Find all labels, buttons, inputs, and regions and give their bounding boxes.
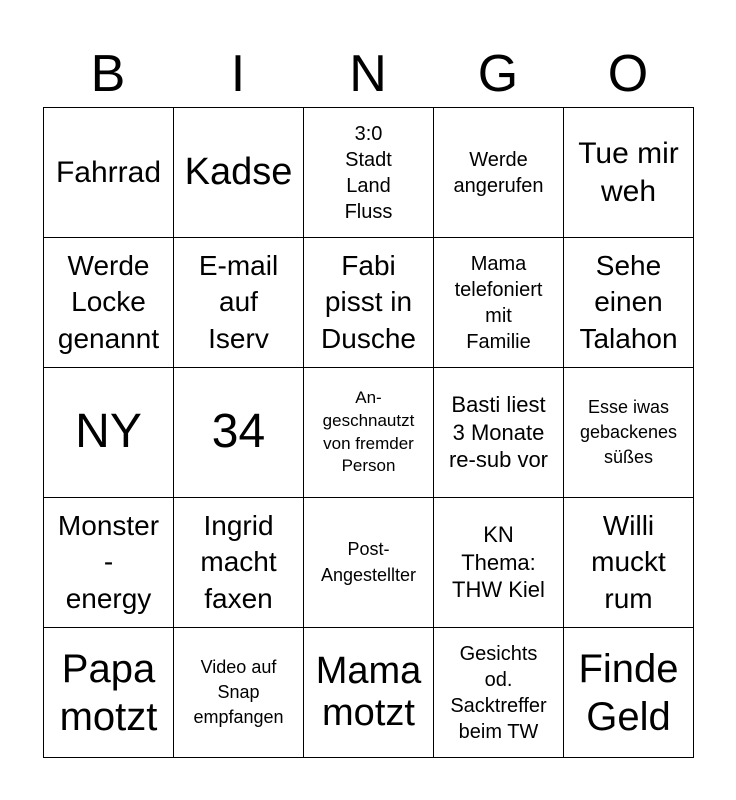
bingo-cell[interactable]: Mama motzt	[304, 628, 434, 758]
bingo-cell[interactable]: Tue mir weh	[564, 108, 694, 238]
bingo-header	[43, 40, 693, 108]
bingo-cell[interactable]: An- geschnautzt von fremder Person	[304, 368, 434, 498]
header-letter-b: B	[90, 45, 126, 103]
bingo-cell[interactable]: Monster - energy	[44, 498, 174, 628]
bingo-cell[interactable]: Kadse	[174, 108, 304, 238]
bingo-cell[interactable]: Post- Angestellter	[304, 498, 434, 628]
bingo-cell[interactable]: E-mail auf Iserv	[174, 238, 304, 368]
bingo-cell[interactable]: Finde Geld	[564, 628, 694, 758]
header-letter-g: G	[477, 45, 519, 103]
header-letter-n: N	[349, 45, 387, 103]
bingo-cell[interactable]: Ingrid macht faxen	[174, 498, 304, 628]
bingo-cell[interactable]: NY	[44, 368, 174, 498]
bingo-cell[interactable]: Fahrrad	[44, 108, 174, 238]
bingo-cell[interactable]: Werde Locke genannt	[44, 238, 174, 368]
bingo-cell[interactable]: Basti liest 3 Monate re-sub vor	[434, 368, 564, 498]
bingo-cell[interactable]: Esse iwas gebackenes süßes	[564, 368, 694, 498]
bingo-cell[interactable]: 3:0 Stadt Land Fluss	[304, 108, 434, 238]
header-letter-o: O	[607, 45, 649, 103]
bingo-cell[interactable]: 34	[174, 368, 304, 498]
bingo-cell[interactable]: Werde angerufen	[434, 108, 564, 238]
bingo-cell[interactable]: Sehe einen Talahon	[564, 238, 694, 368]
header-letter-i: I	[230, 45, 246, 103]
bingo-cell[interactable]: Fabi pisst in Dusche	[304, 238, 434, 368]
bingo-cell[interactable]: Mama telefoniert mit Familie	[434, 238, 564, 368]
bingo-grid	[43, 107, 694, 758]
bingo-cell[interactable]: Video auf Snap empfangen	[174, 628, 304, 758]
bingo-cell[interactable]: Gesichts od. Sacktreffer beim TW	[434, 628, 564, 758]
bingo-cell[interactable]: Willi muckt rum	[564, 498, 694, 628]
bingo-cell[interactable]: Papa motzt	[44, 628, 174, 758]
bingo-cell[interactable]: KN Thema: THW Kiel	[434, 498, 564, 628]
